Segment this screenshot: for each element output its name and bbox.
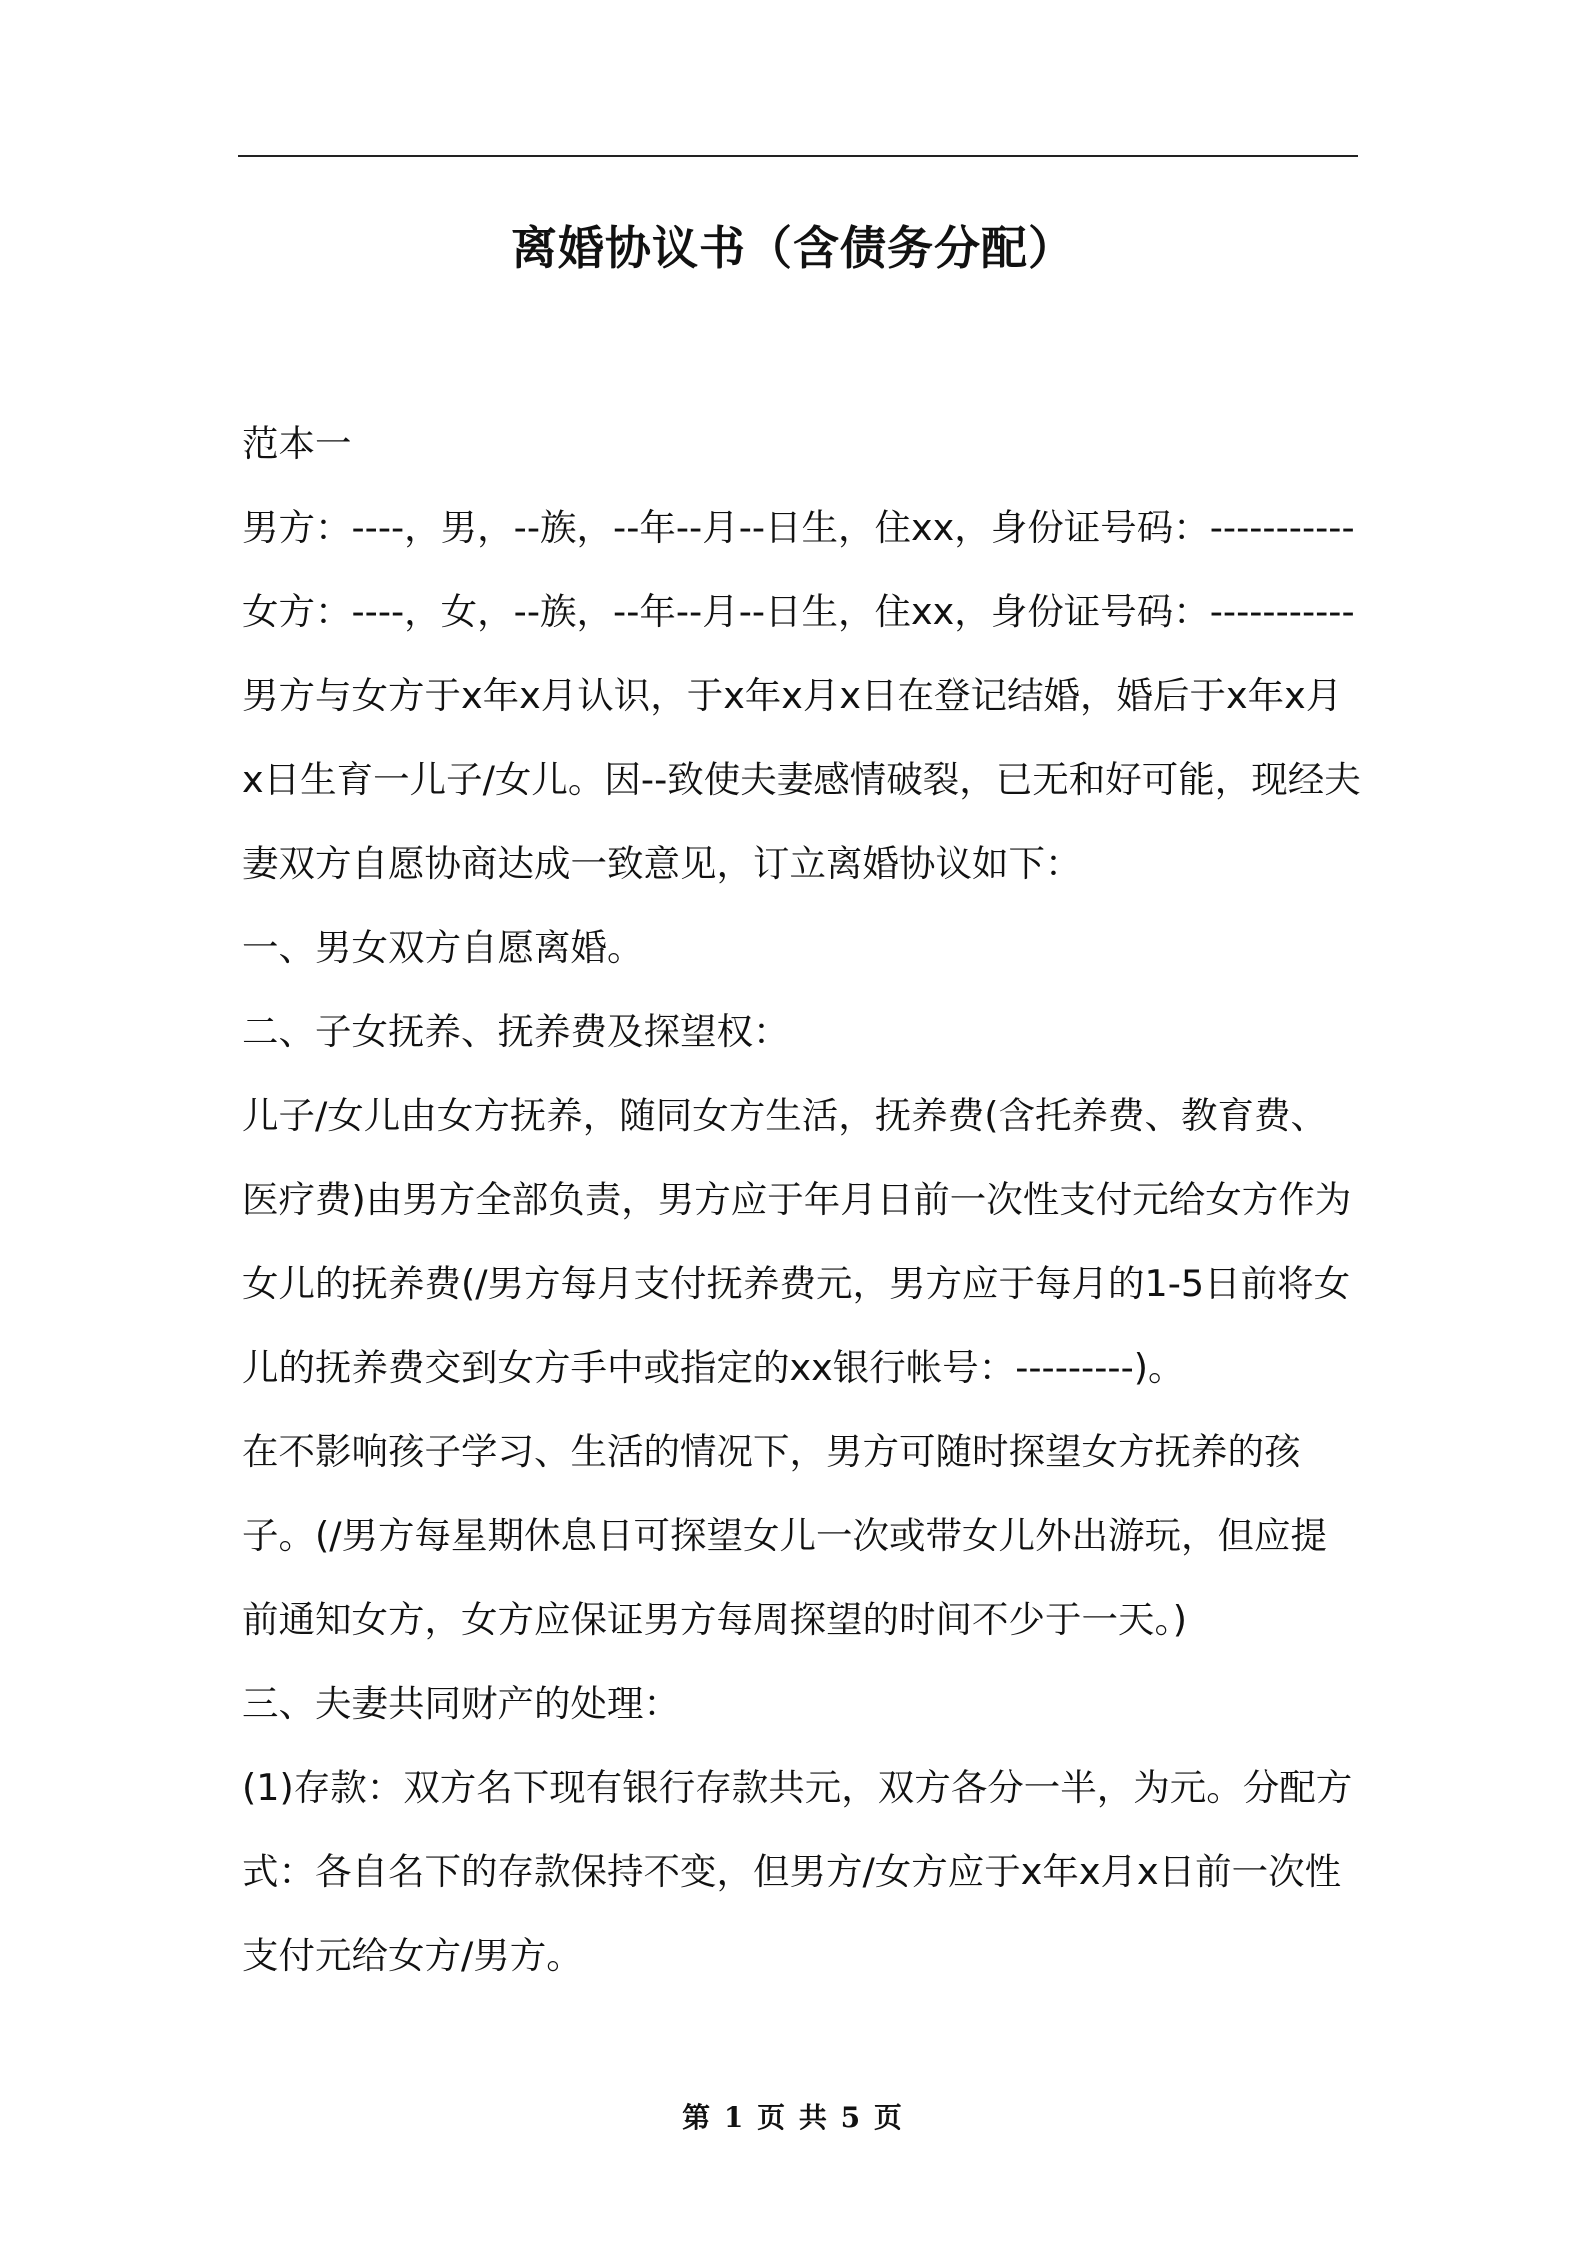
female-party-info: 女方：----，女，--族，--年--月--日生，住xx，身份证号码：----------- [242, 590, 1355, 633]
header-rule [238, 155, 1358, 157]
clause-3-heading: 三、夫妻共同财产的处理： [242, 1682, 680, 1725]
page-number: 第 1 页 共 5 页 [682, 2101, 904, 2134]
clause-1-heading: 一、男女双方自愿离婚。 [242, 926, 644, 969]
document-title: 离婚协议书（含债务分配） [511, 221, 1075, 275]
clause-2-heading: 二、子女抚养、抚养费及探望权： [242, 1010, 790, 1053]
male-party-info: 男方：----，男，--族，--年--月--日生，住xx，身份证号码：----------- [242, 506, 1355, 549]
preamble-paragraph: 男方与女方于x年x月认识，于x年x月x日在登记结婚，婚后于x年x月x日生育一儿子/女儿。因--致使夫妻感情破裂，已无和好可能，现经夫妻双方自愿协商达成一致意见，订立离婚协议如下： [242, 674, 1361, 885]
child-support-paragraph: 儿子/女儿由女方抚养，随同女方生活，抚养费(含托养费、教育费、医疗费)由男方全部负责，男方应于年月日前一次性支付元给女方作为女儿的抚养费(/男方每月支付抚养费元，男方应于每月的1-5日前将女儿的抚养费交到女方手中或指定的xx银行帐号：---------)。 [242, 1094, 1352, 1389]
savings-paragraph: (1)存款：双方名下现有银行存款共元，双方各分一半，为元。分配方式：各自名下的存款保持不变，但男方/女方应于x年x月x日前一次性支付元给女方/男方。 [242, 1766, 1353, 1977]
document-body [242, 402, 1362, 1998]
template-label: 范本一 [242, 422, 352, 465]
visitation-paragraph: 在不影响孩子学习、生活的情况下，男方可随时探望女方抚养的孩子。(/男方每星期休息日可探望女儿一次或带女儿外出游玩，但应提前通知女方，女方应保证男方每周探望的时间不少于一天。) [242, 1430, 1328, 1641]
